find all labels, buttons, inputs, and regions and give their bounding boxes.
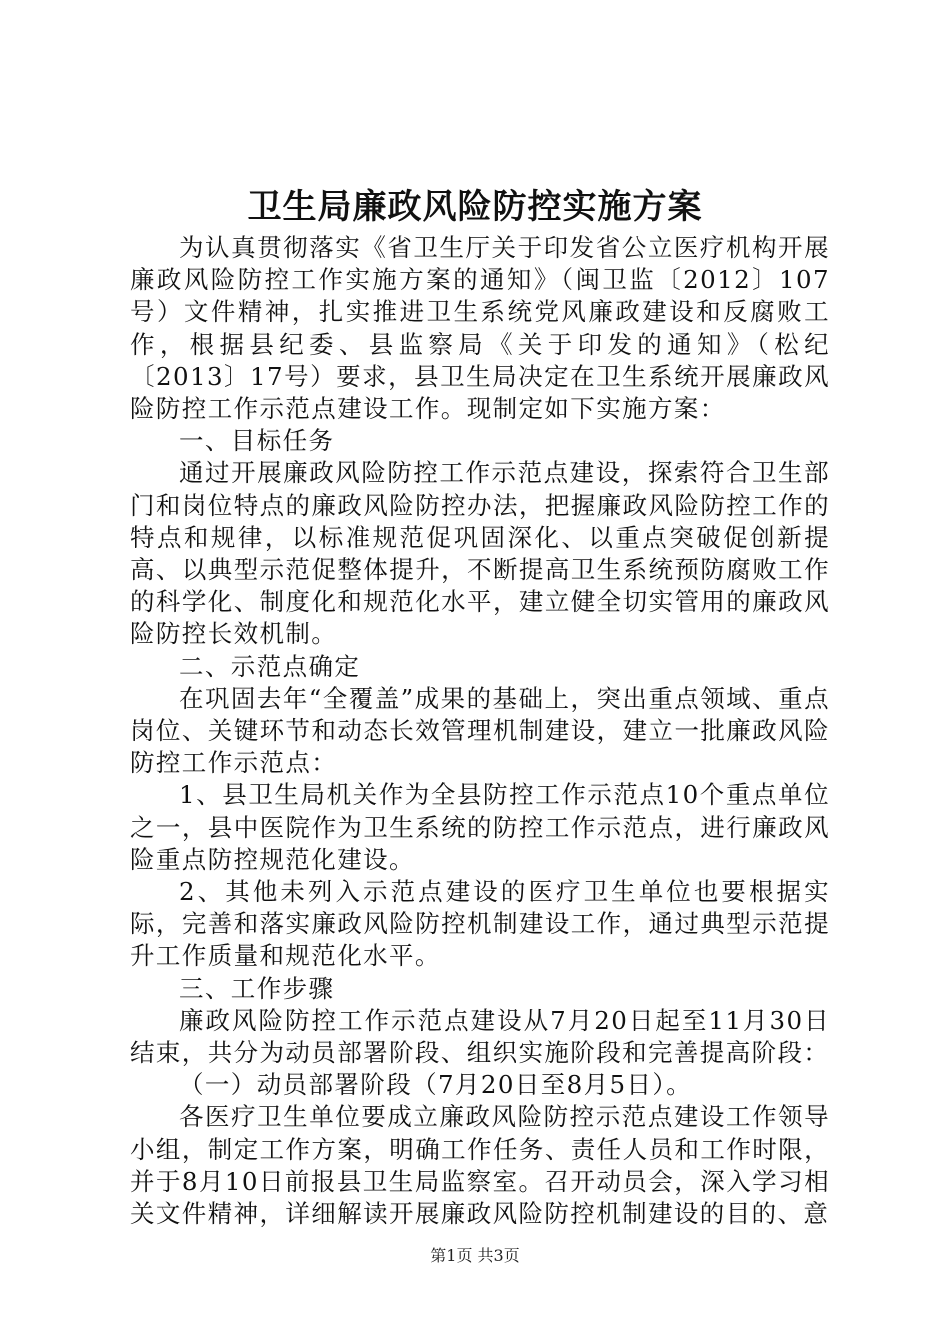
paragraph-intro: 为认真贯彻落实《省卫生厅关于印发省公立医疗机构开展廉政风险防控工作实施方案的通知》（闽卫监〔2012〕107号）文件精神，扎实推进卫生系统党风廉政建设和反腐败工作，根据县纪委、县监察局《关于印发的通知》（松纪〔2013〕17号）要求，县卫生局决定在卫生系统开展廉政风险防控工作示范点建设工作。现制定如下实施方案： bbox=[130, 233, 830, 424]
section-heading-steps: 三、工作步骤 bbox=[179, 973, 335, 1003]
document-body bbox=[130, 232, 830, 1230]
paragraph-goals: 通过开展廉政风险防控工作示范点建设，探索符合卫生部门和岗位特点的廉政风险防控办法，把握廉政风险防控工作的特点和规律，以标准规范促巩固深化、以重点突破促创新提高、以典型示范促整体提升，不断提高卫生系统预防腐败工作的科学化、制度化和规范化水平，建立健全切实管用的廉政风险防控长效机制。 bbox=[130, 458, 830, 649]
subsection-heading-stage-1: （一）动员部署阶段（7月20日至8月5日）。 bbox=[179, 1070, 692, 1100]
paragraph-item-2: 2、其他未列入示范点建设的医疗卫生单位也要根据实际，完善和落实廉政风险防控机制建设工作，通过典型示范提升工作质量和规范化水平。 bbox=[130, 877, 830, 971]
paragraph-demo-sites: 在巩固去年“全覆盖”成果的基础上，突出重点领域、重点岗位、关键环节和动态长效管理机制建设，建立一批廉政风险防控工作示范点： bbox=[130, 683, 830, 778]
document-title: 卫生局廉政风险防控实施方案 bbox=[247, 187, 703, 227]
paragraph-stage-1: 各医疗卫生单位要成立廉政风险防控示范点建设工作领导小组，制定工作方案，明确工作任务、责任人员和工作时限，并于8月10日前报县卫生局监察室。召开动员会，深入学习相关文件精神，详细解读开展廉政风险防控机制建设的目的、意 bbox=[130, 1102, 830, 1229]
section-heading-goals: 一、目标任务 bbox=[179, 426, 335, 456]
page-footer: 第1页 共3页 bbox=[430, 1246, 520, 1265]
section-heading-demo-sites: 二、示范点确定 bbox=[179, 651, 361, 681]
paragraph-item-1: 1、县卫生局机关作为全县防控工作示范点10个重点单位之一，县中医院作为卫生系统的防控工作示范点，进行廉政风险重点防控规范化建设。 bbox=[130, 780, 830, 874]
paragraph-steps: 廉政风险防控工作示范点建设从7月20日起至11月30日结束，共分为动员部署阶段、组织实施阶段和完善提高阶段： bbox=[130, 1005, 830, 1068]
